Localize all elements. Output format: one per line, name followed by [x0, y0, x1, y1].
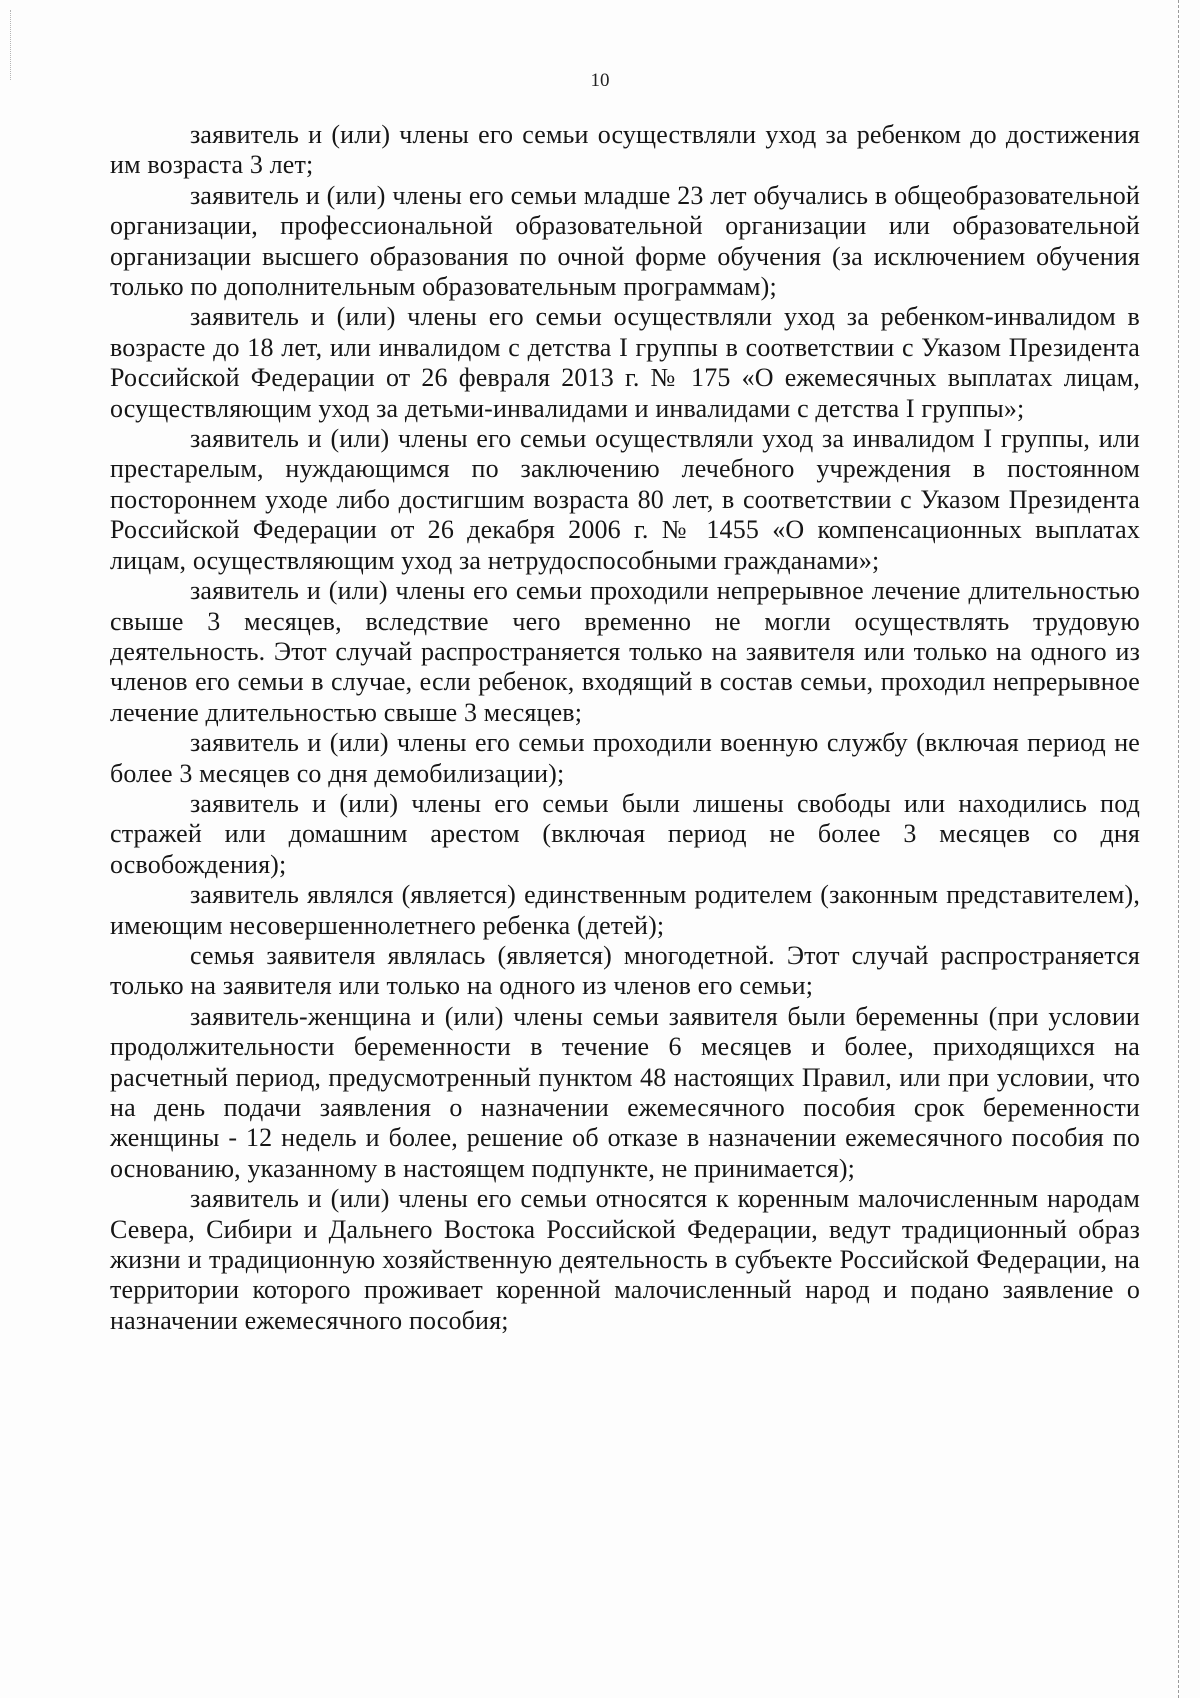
paragraph-child-care: заявитель и (или) члены его семьи осуществляли уход за ребенком до достижения им возраста 3 лет; [110, 120, 1140, 180]
paragraph-single-parent: заявитель являлся (является) единственным родителем (законным представителем), имеющим несовершеннолетнего ребенка (детей); [110, 880, 1140, 940]
paragraph-medical-treatment: заявитель и (или) члены его семьи проходили непрерывное лечение длительностью свыше 3 месяцев, вследствие чего временно не могли осуществлять трудовую деятельность. Этот случай распространяется только на заявителя или только на одного из членов его семьи в случае, если ребенок, входящий в состав семьи, проходил непрерывное лечение длительностью свыше 3 месяцев; [110, 576, 1140, 727]
document-body [110, 120, 1140, 1336]
paragraph-education: заявитель и (или) члены его семьи младше 23 лет обучались в общеобразовательной организации, профессиональной образовательной организации или образовательной организации высшего образования по очной форме обучения (за исключением обучения только по дополнительным образовательным программам); [110, 180, 1140, 302]
paragraph-elderly-care: заявитель и (или) члены его семьи осуществляли уход за инвалидом I группы, или престарелым, нуждающимся по заключению лечебного учреждения в постоянном постороннем уходе либо достигшим возраста 80 лет, в соответствии с Указом Президента Российской Федерации от 26 декабря 2006 г. № 1455 «О компенсационных выплатах лицам, осуществляющим уход за нетрудоспособными гражданами»; [110, 424, 1140, 575]
paragraph-military-service: заявитель и (или) члены его семьи проходили военную службу (включая период не более 3 месяцев со дня демобилизации); [110, 728, 1140, 788]
paragraph-imprisonment: заявитель и (или) члены его семьи были лишены свободы или находились под стражей или домашним арестом (включая период не более 3 месяцев со дня освобождения); [110, 788, 1140, 879]
paragraph-large-family: семья заявителя являлась (является) многодетной. Этот случай распространяется только на заявителя или только на одного из членов его семьи; [110, 940, 1140, 1001]
paragraph-disabled-child-care: заявитель и (или) члены его семьи осуществляли уход за ребенком-инвалидом в возрасте до 18 лет, или инвалидом с детства I группы в соответствии с Указом Президента Российской Федерации от 26 февраля 2013 г. № 175 «О ежемесячных выплатах лицам, осуществляющим уход за детьми-инвалидами и инвалидами с детства I группы»; [110, 302, 1140, 423]
page-number: 10 [590, 70, 610, 91]
paragraph-indigenous-peoples: заявитель и (или) члены его семьи относятся к коренным малочисленным народам Севера, Сибири и Дальнего Востока Российской Федерации, ведут традиционный образ жизни и традиционную хозяйственную деятельность в субъекте Российской Федерации, на территории которого проживает коренной малочисленный народ и подано заявление о назначении ежемесячного пособия; [110, 1184, 1140, 1335]
paragraph-pregnancy: заявитель-женщина и (или) члены семьи заявителя были беременны (при условии продолжительности беременности в течение 6 месяцев и более, приходящихся на расчетный период, предусмотренный пунктом 48 настоящих Правил, или при условии, что на день подачи заявления о назначении ежемесячного пособия срок беременности женщины - 12 недель и более, решение об отказе в назначении ежемесячного пособия по основанию, указанному в настоящем подпункте, не принимается); [110, 1001, 1140, 1183]
scan-edge-right [1178, 0, 1179, 1698]
